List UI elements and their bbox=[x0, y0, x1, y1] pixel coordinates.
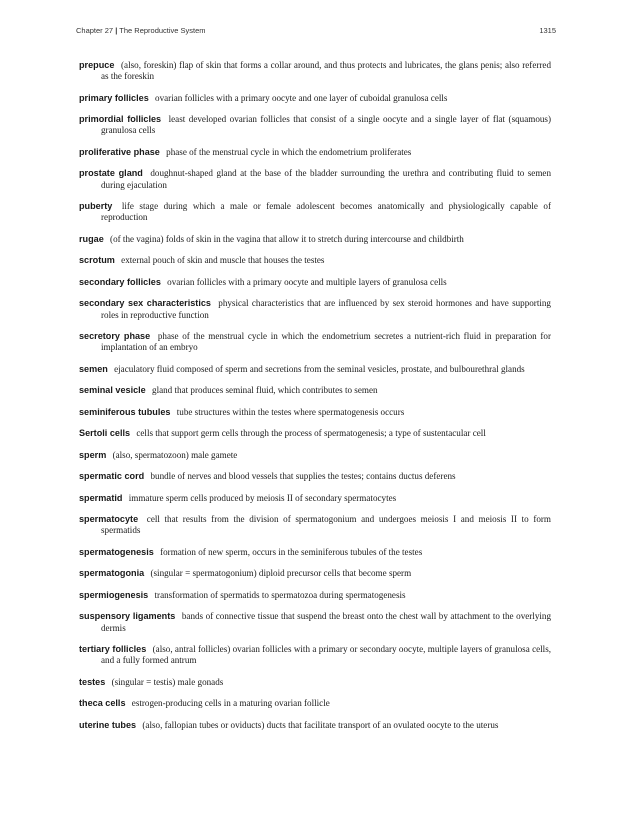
glossary-entry bbox=[79, 428, 551, 439]
glossary-term: scrotum bbox=[79, 255, 115, 266]
glossary-entry bbox=[79, 407, 551, 418]
glossary-definition: tube structures within the testes where spermatogenesis occurs bbox=[176, 406, 405, 417]
glossary-term: primordial follicles bbox=[79, 114, 162, 125]
glossary-definition: phase of the menstrual cycle in which the endometrium proliferates bbox=[166, 146, 412, 157]
glossary-entry bbox=[79, 514, 551, 536]
glossary-definition: ovarian follicles with a primary oocyte and multiple layers of granulosa cells bbox=[167, 276, 447, 287]
glossary-entry bbox=[79, 677, 551, 688]
glossary-term: tertiary follicles bbox=[79, 644, 147, 655]
glossary-term: rugae bbox=[79, 233, 104, 244]
glossary-definition: least developed ovarian follicles that consist of a single oocyte and a single layer of flat (squamous) granulosa cells bbox=[101, 114, 551, 136]
glossary-definition: ejaculatory fluid composed of sperm and secretions from the seminal vesicles, prostate, and bulbourethral glands bbox=[114, 363, 525, 374]
glossary-entry bbox=[79, 590, 551, 601]
glossary-entry bbox=[79, 60, 551, 82]
glossary-definition: life stage during which a male or female adolescent becomes anatomically and physiologically capable of reproduction bbox=[101, 201, 551, 223]
running-head bbox=[76, 26, 206, 35]
glossary-entry bbox=[79, 331, 551, 353]
glossary-term: spermiogenesis bbox=[79, 589, 149, 600]
glossary-definition: (of the vagina) folds of skin in the vagina that allow it to stretch during intercourse and childbirth bbox=[110, 233, 464, 244]
glossary-entry bbox=[79, 644, 551, 666]
glossary-term: spermatogonia bbox=[79, 568, 145, 579]
glossary-definition: (also, antral follicles) ovarian follicles with a primary or secondary oocyte, multiple layers of granulosa cells, and a fully formed antrum bbox=[101, 644, 552, 666]
chapter-label: Chapter 27 bbox=[76, 26, 114, 35]
glossary-definition: physical characteristics that are influenced by sex steroid hormones and have supporting roles in reproductive function bbox=[101, 298, 551, 320]
glossary-definition: formation of new sperm, occurs in the seminiferous tubules of the testes bbox=[160, 546, 423, 557]
glossary-list bbox=[79, 60, 551, 741]
glossary-definition: transformation of spermatids to spermatozoa during spermatogenesis bbox=[154, 589, 406, 600]
glossary-definition: (also, foreskin) flap of skin that forms a collar around, and thus protects and lubricates, the glans penis; also referred as the foreskin bbox=[101, 60, 552, 82]
glossary-definition: cell that results from the division of spermatogonium and undergoes meiosis I and meiosis II to form spermatids bbox=[101, 514, 551, 536]
glossary-term: spermatocyte bbox=[79, 514, 139, 525]
glossary-term: testes bbox=[79, 676, 106, 687]
glossary-entry bbox=[79, 93, 551, 104]
chapter-title: The Reproductive System bbox=[119, 26, 206, 35]
page-header bbox=[76, 26, 556, 35]
glossary-term: puberty bbox=[79, 201, 113, 212]
glossary-term: spermatid bbox=[79, 492, 123, 503]
glossary-definition: (singular = spermatogonium) diploid precursor cells that become sperm bbox=[150, 568, 412, 579]
glossary-definition: (singular = testis) male gonads bbox=[111, 676, 224, 687]
glossary-term: spermatic cord bbox=[79, 471, 145, 482]
glossary-term: prostate gland bbox=[79, 168, 143, 179]
glossary-term: suspensory ligaments bbox=[79, 611, 176, 622]
glossary-term: uterine tubes bbox=[79, 719, 137, 730]
glossary-term: secretory phase bbox=[79, 331, 151, 342]
glossary-term: proliferative phase bbox=[79, 146, 160, 157]
header-separator: | bbox=[115, 26, 118, 35]
glossary-definition: (also, fallopian tubes or oviducts) ducts that facilitate transport of an ovulated oocyte to the uterus bbox=[142, 719, 499, 730]
glossary-entry bbox=[79, 450, 551, 461]
glossary-definition: estrogen-producing cells in a maturing ovarian follicle bbox=[131, 698, 330, 709]
glossary-entry bbox=[79, 234, 551, 245]
glossary-definition: doughnut-shaped gland at the base of the bladder surrounding the urethra and contributing fluid to semen during ejaculation bbox=[101, 168, 551, 190]
glossary-entry bbox=[79, 720, 551, 731]
glossary-entry bbox=[79, 201, 551, 223]
glossary-term: seminal vesicle bbox=[79, 385, 146, 396]
glossary-definition: bundle of nerves and blood vessels that supplies the testes; contains ductus deferens bbox=[150, 471, 456, 482]
glossary-entry bbox=[79, 547, 551, 558]
glossary-term: seminiferous tubules bbox=[79, 406, 171, 417]
glossary-entry bbox=[79, 147, 551, 158]
glossary-entry bbox=[79, 568, 551, 579]
glossary-entry bbox=[79, 114, 551, 136]
glossary-entry bbox=[79, 364, 551, 375]
glossary-definition: external pouch of skin and muscle that houses the testes bbox=[121, 255, 325, 266]
page-number: 1315 bbox=[539, 26, 556, 35]
glossary-term: secondary sex characteristics bbox=[79, 298, 211, 309]
glossary-entry bbox=[79, 698, 551, 709]
glossary-entry bbox=[79, 255, 551, 266]
glossary-entry bbox=[79, 277, 551, 288]
glossary-definition: ovarian follicles with a primary oocyte and one layer of cuboidal granulosa cells bbox=[155, 92, 448, 103]
glossary-term: Sertoli cells bbox=[79, 428, 131, 439]
glossary-term: secondary follicles bbox=[79, 276, 161, 287]
glossary-term: spermatogenesis bbox=[79, 546, 154, 557]
glossary-definition: immature sperm cells produced by meiosis II of secondary spermatocytes bbox=[128, 492, 397, 503]
glossary-term: sperm bbox=[79, 449, 107, 460]
glossary-definition: cells that support germ cells through the process of spermatogenesis; a type of sustentacular cell bbox=[136, 428, 486, 439]
glossary-entry bbox=[79, 298, 551, 320]
glossary-entry bbox=[79, 611, 551, 633]
glossary-term: prepuce bbox=[79, 60, 115, 70]
glossary-entry bbox=[79, 168, 551, 190]
glossary-term: primary follicles bbox=[79, 92, 149, 103]
glossary-entry bbox=[79, 385, 551, 396]
glossary-entry bbox=[79, 493, 551, 504]
glossary-term: theca cells bbox=[79, 698, 126, 709]
glossary-definition: (also, spermatozoon) male gamete bbox=[112, 449, 238, 460]
glossary-entry bbox=[79, 471, 551, 482]
glossary-definition: phase of the menstrual cycle in which the endometrium secretes a nutrient-rich fluid in preparation for implantation of an embryo bbox=[101, 331, 551, 353]
glossary-definition: gland that produces seminal fluid, which contributes to semen bbox=[152, 385, 378, 396]
glossary-term: semen bbox=[79, 363, 108, 374]
glossary-definition: bands of connective tissue that suspend the breast onto the chest wall by attachment to the overlying dermis bbox=[101, 611, 551, 633]
